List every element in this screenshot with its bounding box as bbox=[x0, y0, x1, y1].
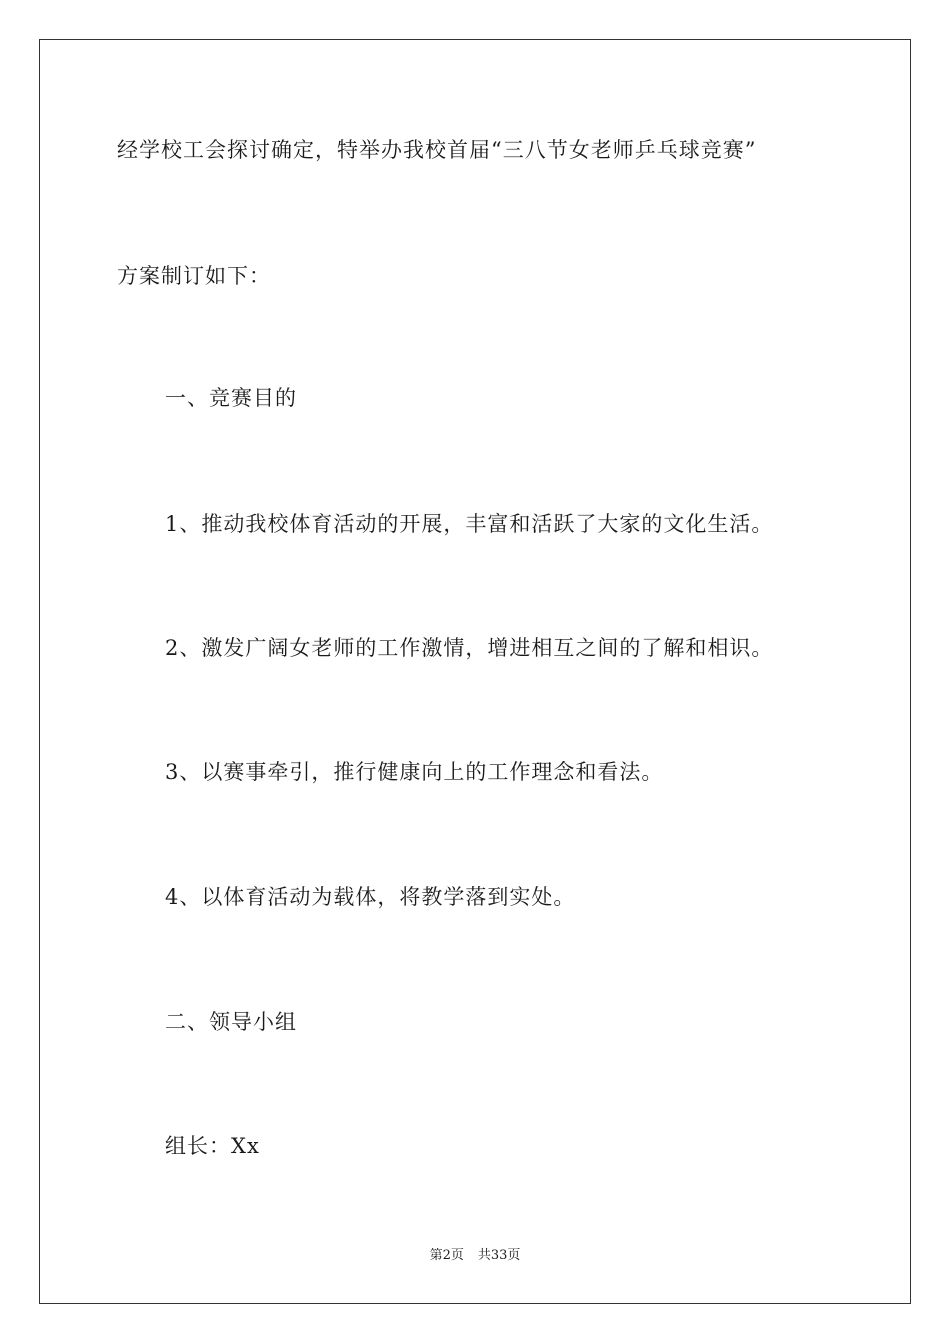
purpose-item-1: 1、推动我校体育活动的开展，丰富和活跃了大家的文化生活。 bbox=[165, 512, 774, 536]
purpose-item-2: 2、激发广阔女老师的工作激情，增进相互之间的了解和相识。 bbox=[165, 636, 774, 660]
page-border bbox=[39, 39, 911, 1304]
purpose-item-4: 4、以体育活动为载体，将教学落到实处。 bbox=[165, 885, 576, 909]
team-leader-line: 组长：Xx bbox=[165, 1134, 260, 1158]
section-heading-purpose: 一、竞赛目的 bbox=[165, 386, 297, 410]
paragraph-intro-continued: 方案制订如下： bbox=[117, 264, 271, 288]
page-footer bbox=[0, 1247, 950, 1265]
section-heading-leadership: 二、领导小组 bbox=[165, 1010, 297, 1034]
paragraph-intro: 经学校工会探讨确定，特举办我校首届“三八节女老师乒乓球竞赛” bbox=[117, 138, 757, 162]
page-total: 共33页 bbox=[477, 1248, 521, 1263]
page-number: 第2页 bbox=[429, 1248, 464, 1263]
purpose-item-3: 3、以赛事牵引，推行健康向上的工作理念和看法。 bbox=[165, 760, 664, 784]
